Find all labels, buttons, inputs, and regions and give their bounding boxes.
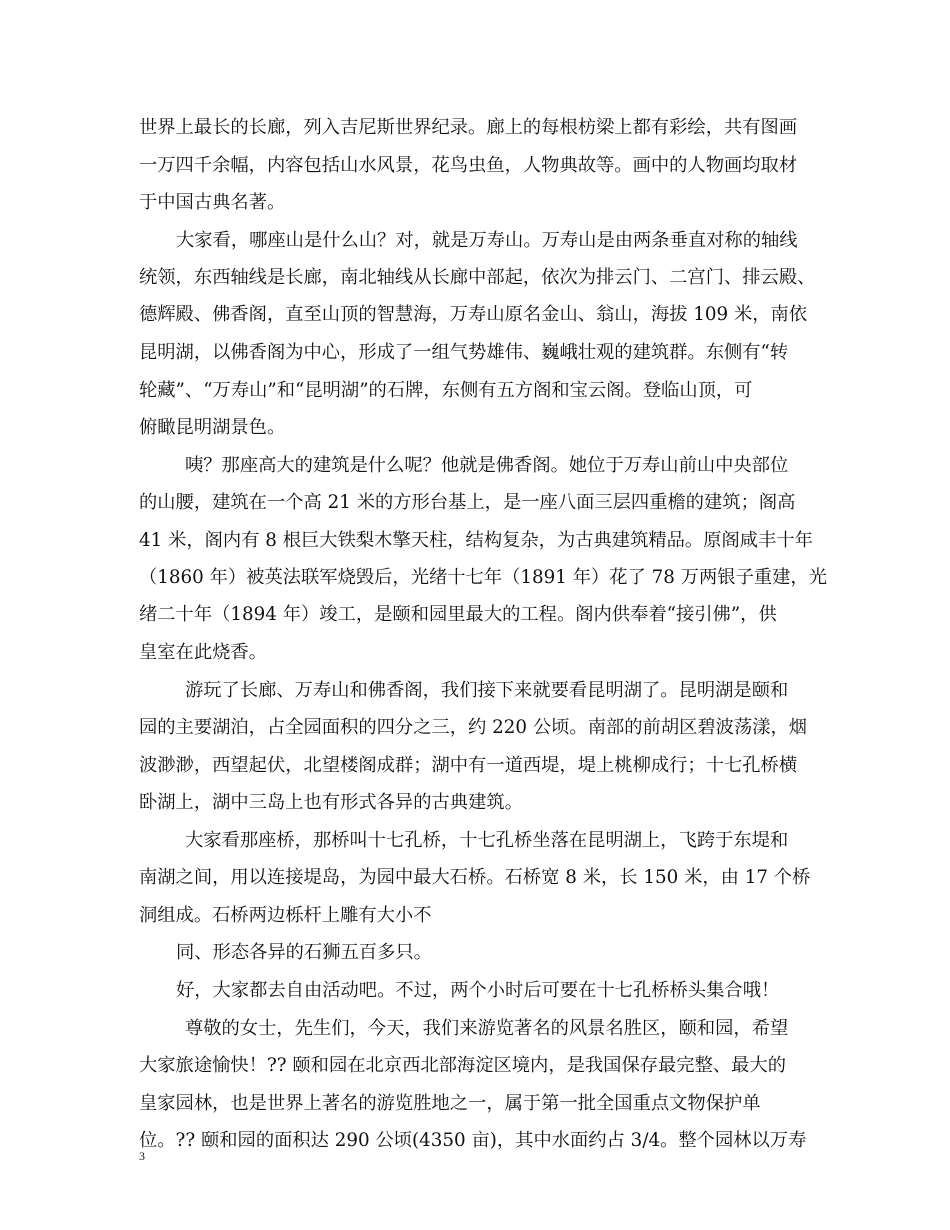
body-text-line: 统领，东西轴线是长廊，南北轴线从长廊中部起，依次为排云门、二宫门、排云殿、 <box>139 267 816 288</box>
body-text-line: 南湖之间，用以连接堤岛，为园中最大石桥。石桥宽 8 米，长 150 米，由 17 个桥 <box>139 867 811 888</box>
body-text-line: 卧湖上，湖中三岛上也有形式各异的古典建筑。 <box>139 792 523 813</box>
body-text-line: 波渺渺，西望起伏，北望楼阁成群；湖中有一道西堤，堤上桃柳成行；十七孔桥横 <box>139 755 798 776</box>
body-text-line: 大家看那座桥，那桥叫十七孔桥，十七孔桥坐落在昆明湖上，飞跨于东堤和 <box>185 830 789 851</box>
body-text-line: 洞组成。石桥两边栎杆上雕有大小不 <box>139 905 432 926</box>
body-text-line: （1860 年）被英法联军烧毁后，光绪十七年（1891 年）花了 78 万两银子重建，光 <box>139 567 827 588</box>
body-text-line: 世界上最长的长廊，列入吉尼斯世界纪录。廊上的每根枋梁上都有彩绘，共有图画 <box>139 117 798 138</box>
body-text-line: 轮藏”、“万寿山”和“昆明湖”的石牌，东侧有五方阁和宝云阁。登临山顶，可 <box>139 380 753 401</box>
body-text-line: 的山腰，建筑在一个高 21 米的方形台基上，是一座八面三层四重檐的建筑；阁高 <box>139 492 796 513</box>
body-text-line: 昆明湖，以佛香阁为中心，形成了一组气势雄伟、巍峨壮观的建筑群。东侧有“转 <box>139 342 789 363</box>
body-text-line: 一万四千余幅，内容包括山水风景，花鸟虫鱼，人物典故等。画中的人物画均取材 <box>139 155 798 176</box>
body-text-line: 于中国古典名著。 <box>139 192 286 213</box>
body-text-line: 俯瞰昆明湖景色。 <box>139 417 286 438</box>
body-text-line: 41 米，阁内有 8 根巨大铁梨木擎天柱，结构复杂，为古典建筑精品。原阁咸丰十年 <box>139 530 813 551</box>
body-text-line: 游玩了长廊、万寿山和佛香阁，我们接下来就要看昆明湖了。昆明湖是颐和 <box>185 680 789 701</box>
body-text-line: 尊敬的女士，先生们，今天，我们来游览著名的风景名胜区，颐和园，希望 <box>185 1018 789 1039</box>
body-text-line: 咦？那座高大的建筑是什么呢？他就是佛香阁。她位于万寿山前山中央部位 <box>185 455 789 476</box>
body-text-line: 皇家园林，也是世界上著名的游览胜地之一，属于第一批全国重点文物保护单 <box>139 1093 761 1114</box>
body-text-line: 德辉殿、佛香阁，直至山顶的智慧海，万寿山原名金山、翁山，海拔 109 米，南依 <box>139 304 808 325</box>
body-text-line: 皇室在此烧香。 <box>139 642 267 663</box>
body-text-line: 大家旅途愉快！?? 颐和园在北京西北部海淀区境内，是我国保存最完整、最大的 <box>139 1055 786 1076</box>
body-text-line: 大家看，哪座山是什么山？对，就是万寿山。万寿山是由两条垂直对称的轴线 <box>176 230 798 251</box>
page-number: 3 <box>139 1149 145 1163</box>
body-text-line: 好，大家都去自由活动吧。不过，两个小时后可要在十七孔桥桥头集合哦！ <box>176 980 780 1001</box>
body-text-line: 园的主要湖泊，占全园面积的四分之三，约 220 公顷。南部的前胡区碧波荡漾，烟 <box>139 717 808 738</box>
body-text-line: 绪二十年（1894 年）竣工，是颐和园里最大的工程。阁内供奉着“接引佛”，供 <box>139 604 777 625</box>
body-text-line: 位。?? 颐和园的面积达 290 公顷(4350 亩)，其中水面约占 3/4。整个园林以万寿 <box>139 1130 807 1151</box>
body-text-line: 同、形态各异的石狮五百多只。 <box>176 942 432 963</box>
